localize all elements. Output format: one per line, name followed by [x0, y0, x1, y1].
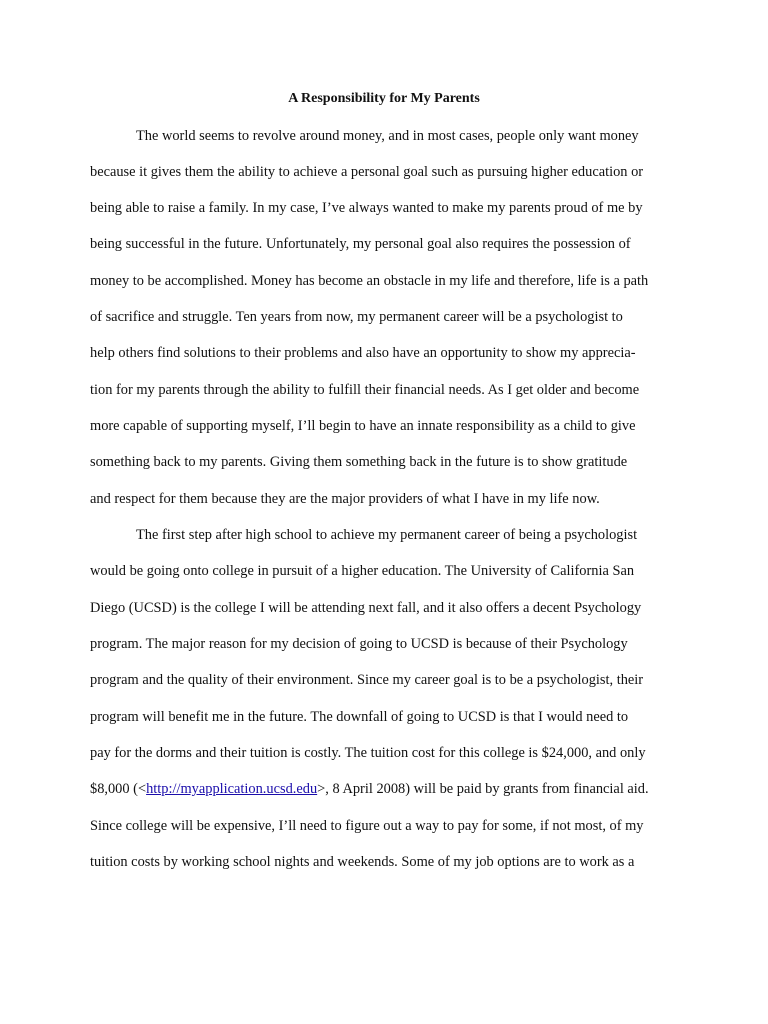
citation-suffix: >, 8 April 2008) will be paid by grants from financial aid.: [317, 781, 649, 797]
paragraph-2-line-9: Since college will be expensive, I’ll need to figure out a way to pay for some, if not most, of my: [90, 818, 644, 834]
paragraph-1-line-9: more capable of supporting myself, I’ll begin to have an innate responsibility as a child to give: [90, 418, 636, 434]
paragraph-1-line-5: money to be accomplished. Money has become an obstacle in my life and therefore, life is a path: [90, 273, 649, 289]
paragraph-1-line-10: something back to my parents. Giving them something back in the future is to show gratitude: [90, 454, 628, 470]
paragraph-1-line-7: help others find solutions to their problems and also have an opportunity to show my apprecia-: [90, 345, 636, 361]
paragraph-2-line-3: Diego (UCSD) is the college I will be attending next fall, and it also offers a decent Psychology: [90, 600, 642, 616]
paragraph-2-line-8: [90, 780, 649, 798]
citation-prefix: $8,000 (<: [90, 781, 147, 797]
paragraph-1-line-6: of sacrifice and struggle. Ten years from now, my permanent career will be a psychologist to: [90, 309, 623, 325]
paragraph-2-line-6: program will benefit me in the future. The downfall of going to UCSD is that I would need to: [90, 709, 629, 725]
paragraph-2-line-10: tuition costs by working school nights and weekends. Some of my job options are to work as a: [90, 854, 635, 870]
paragraph-2-line-1: The first step after high school to achieve my permanent career of being a psychologist: [136, 527, 638, 543]
paragraph-1-line-8: tion for my parents through the ability to fulfill their financial needs. As I get older and become: [90, 382, 640, 398]
paragraph-2-line-7: pay for the dorms and their tuition is costly. The tuition cost for this college is $24,000, and only: [90, 745, 646, 761]
paragraph-2-line-5: program and the quality of their environment. Since my career goal is to be a psychologist, their: [90, 672, 644, 688]
ucsd-application-link[interactable]: http://myapplication.ucsd.edu: [146, 781, 318, 797]
paragraph-1-line-3: being able to raise a family. In my case, I’ve always wanted to make my parents proud of me by: [90, 200, 643, 216]
paragraph-1-line-4: being successful in the future. Unfortunately, my personal goal also requires the possession of: [90, 236, 631, 252]
paragraph-1-line-11: and respect for them because they are the major providers of what I have in my life now.: [90, 491, 600, 507]
document-title: A Responsibility for My Parents: [288, 91, 480, 106]
paragraph-2-line-4: program. The major reason for my decision of going to UCSD is because of their Psychology: [90, 636, 628, 652]
paragraph-2-line-2: would be going onto college in pursuit of a higher education. The University of California San: [90, 563, 635, 579]
paragraph-1-line-2: because it gives them the ability to achieve a personal goal such as pursuing higher education or: [90, 164, 644, 180]
paragraph-1-line-1: The world seems to revolve around money, and in most cases, people only want money: [136, 128, 639, 144]
